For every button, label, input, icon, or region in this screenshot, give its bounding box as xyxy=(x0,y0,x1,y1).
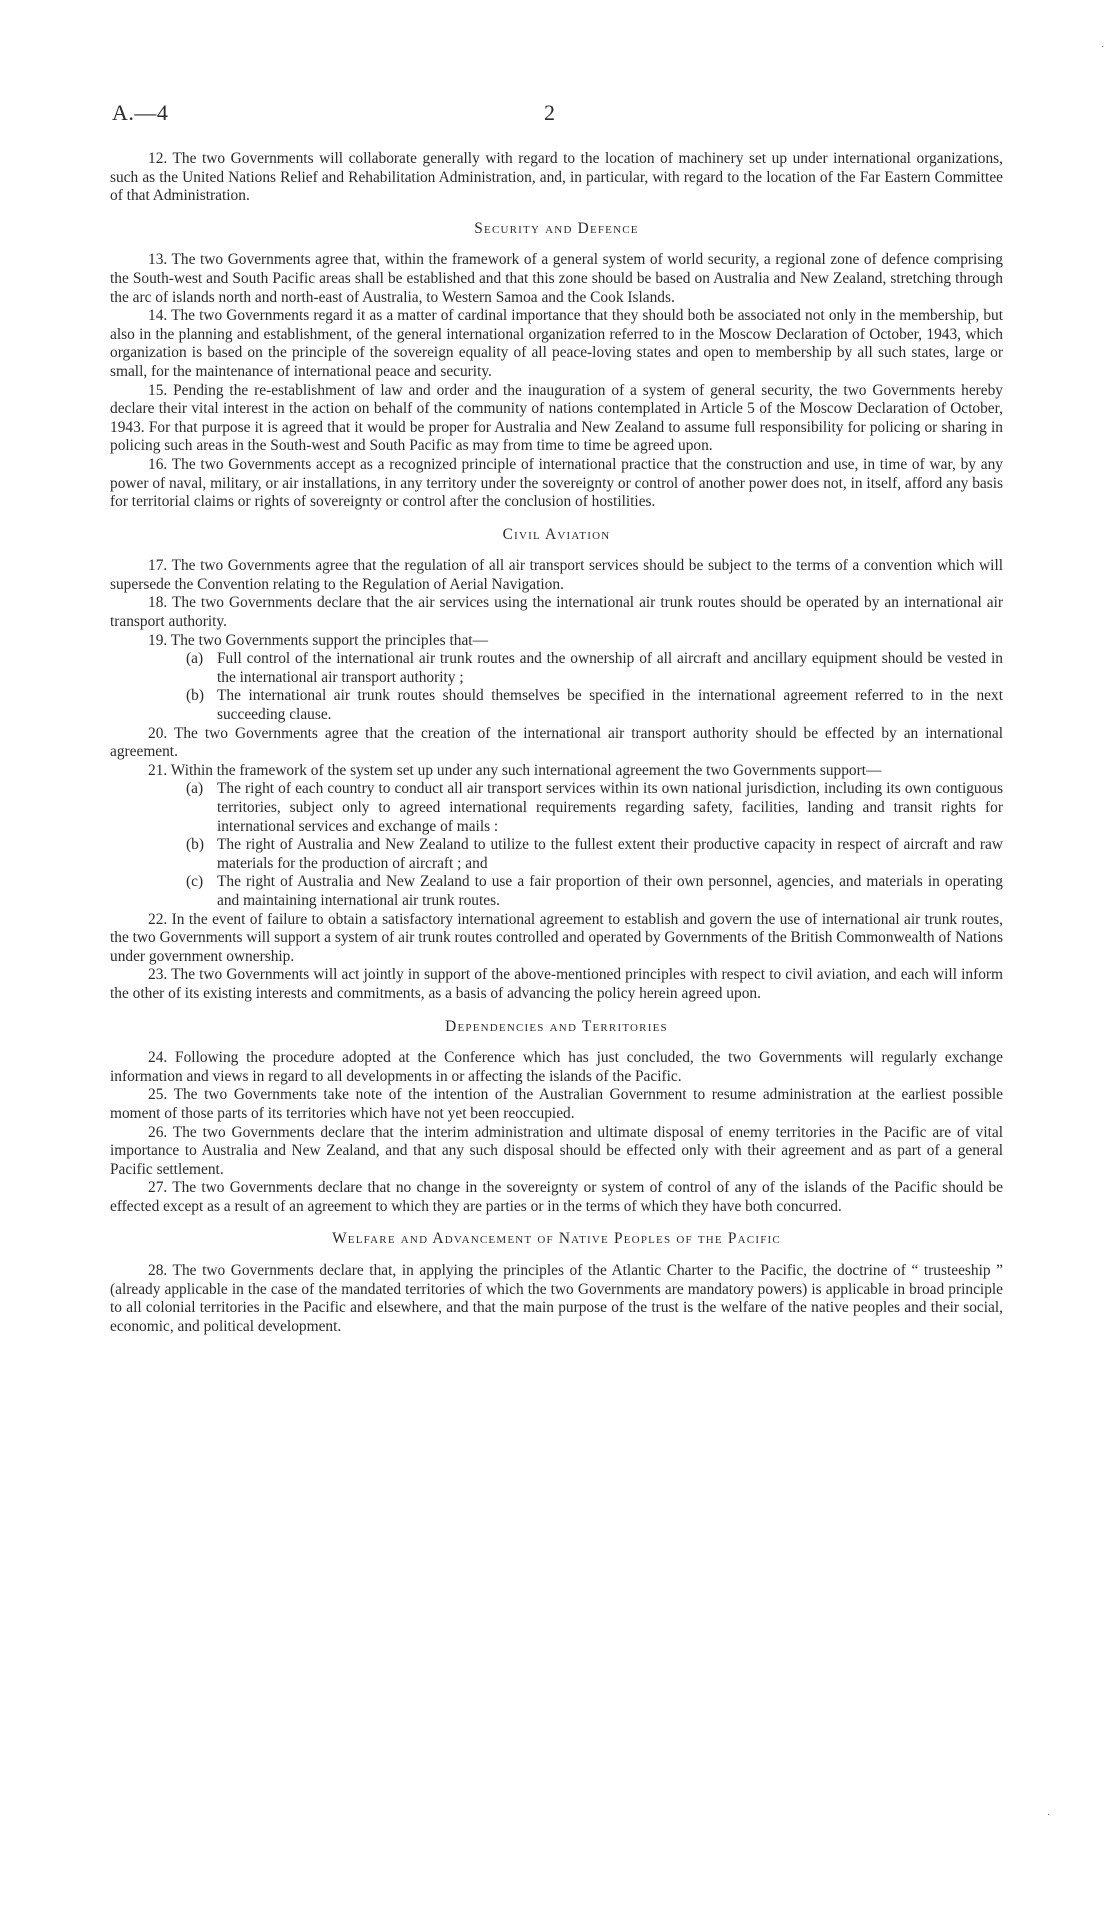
scan-mark: · xyxy=(1047,1810,1051,1821)
paragraph-12: 12. The two Governments will collaborate generally with regard to the location of machinery set up under international organizations, such as the United Nations Relief and Rehabilitation Administration, and, in particular, with regard to the location of the Far Eastern Committee of that Administration. xyxy=(110,150,1003,205)
clause-label: (b) xyxy=(186,687,204,705)
paragraph-20: 20. The two Governments agree that the creation of the international air transport authority should be effected by an international agreement. xyxy=(110,724,1003,761)
section-heading-dependencies: Dependencies and Territories xyxy=(445,1017,668,1035)
document-reference: A.—4 xyxy=(112,100,169,125)
clause-text: The international air trunk routes should themselves be specified in the international agreement referred to in the next succeeding clause. xyxy=(217,687,1003,724)
paragraph-23: 23. The two Governments will act jointly in support of the above-mentioned principles with respect to civil aviation, and each will inform the other of its existing interests and commitments, as a basis of advancing the policy herein agreed upon. xyxy=(110,966,1003,1002)
page-number: 2 xyxy=(544,100,555,125)
clause-21c xyxy=(186,873,1003,910)
clause-21a xyxy=(186,780,1003,836)
document-body xyxy=(110,150,1003,1336)
clause-label: (a) xyxy=(186,780,204,798)
clause-19a xyxy=(186,650,1003,687)
clause-label: (c) xyxy=(186,873,204,891)
paragraph-26: 26. The two Governments declare that the interim administration and ultimate disposal of enemy territories in the Pacific are of vital importance to Australia and New Zealand, and that any such disposal should be effected only with their agreement and as part of a general Pacific settlement. xyxy=(110,1123,1003,1178)
paragraph-22: 22. In the event of failure to obtain a satisfactory international agreement to establish and govern the use of international air trunk routes, the two Governments will support a system of air trunk routes controlled and operated by Governments of the British Commonwealth of Nations under government ownership. xyxy=(110,910,1003,965)
section-heading-welfare: Welfare and Advancement of Native Peoples of the Pacific xyxy=(332,1230,781,1248)
paragraph-13: 13. The two Governments agree that, within the framework of a general system of world security, a regional zone of defence comprising the South-west and South Pacific areas shall be established and that this zone should be based on Australia and New Zealand, stretching through the arc of islands north and north-east of Australia, to Western Samoa and the Cook Islands. xyxy=(110,251,1003,306)
paragraph-15: 15. Pending the re-establishment of law and order and the inauguration of a system of general security, the two Governments hereby declare their vital interest in the action on behalf of the community of nations contemplated in Article 5 of the Moscow Declaration of October, 1943. For that purpose it is agreed that it would be proper for Australia and New Zealand to assume full responsibility for policing or sharing in policing such areas in the South-west and South Pacific as may from time to time be agreed upon. xyxy=(110,381,1003,455)
section-heading-aviation: Civil Aviation xyxy=(502,525,611,543)
paragraph-24: 24. Following the procedure adopted at the Conference which has just concluded, the two Governments will regularly exchange information and views in regard to all developments in or affecting the islands of the Pacific. xyxy=(110,1049,1003,1085)
paragraph-14: 14. The two Governments regard it as a matter of cardinal importance that they should both be associated not only in the membership, but also in the planning and establishment, of the general international organization referred to in the Moscow Declaration of October, 1943, which organization is based on the principle of the sovereign equality of all peace-loving states and open to membership by all such states, large or small, for the maintenance of international peace and security. xyxy=(110,307,1003,380)
clause-text: The right of each country to conduct all air transport services within its own national jurisdiction, including its own contiguous territories, subject only to agreed international requirements regarding safety, facilities, landing and transit rights for international services and exchange of mails : xyxy=(217,780,1003,835)
clause-label: (b) xyxy=(186,836,204,854)
scan-mark: · xyxy=(1101,42,1105,53)
paragraph-19: 19. The two Governments support the principles that— xyxy=(148,631,488,649)
clause-21b xyxy=(186,836,1003,873)
clause-text: The right of Australia and New Zealand to use a fair proportion of their own personnel, agencies, and materials in operating and maintaining international air trunk routes. xyxy=(217,873,1003,909)
paragraph-16: 16. The two Governments accept as a recognized principle of international practice that the construction and use, in time of war, by any power of naval, military, or air installations, in any territory under the sovereignty or control of another power does not, in itself, afford any basis for territorial claims or rights of sovereignty or control after the conclusion of hostilities. xyxy=(110,455,1003,511)
clause-text: Full control of the international air trunk routes and the ownership of all aircraft and ancillary equipment should be vested in the international air transport authority ; xyxy=(217,650,1003,686)
clause-label: (a) xyxy=(186,650,204,668)
clause-text: The right of Australia and New Zealand to utilize to the fullest extent their productive capacity in respect of aircraft and raw materials for the production of aircraft ; and xyxy=(217,836,1003,872)
paragraph-21: 21. Within the framework of the system set up under any such international agreement the two Governments support— xyxy=(148,761,882,779)
paragraph-27: 27. The two Governments declare that no change in the sovereignty or system of control of any of the islands of the Pacific should be effected except as a result of an agreement to which they are parties or in the terms of which they have both concurred. xyxy=(110,1179,1003,1215)
section-heading-security: Security and Defence xyxy=(474,219,639,237)
clause-19b xyxy=(186,687,1003,724)
paragraph-25: 25. The two Governments take note of the intention of the Australian Government to resume administration at the earliest possible moment of those parts of its territories which have not yet been reoccupied. xyxy=(110,1086,1003,1122)
paragraph-28: 28. The two Governments declare that, in applying the principles of the Atlantic Charter to the Pacific, the doctrine of “ trusteeship ” (already applicable in the case of the mandated territories of which the two Governments are mandatory powers) is applicable in broad principle to all colonial territories in the Pacific and elsewhere, and that the main purpose of the trust is the welfare of the native peoples and their social, economic, and political development. xyxy=(110,1262,1003,1335)
paragraph-18: 18. The two Governments declare that the air services using the international air trunk routes should be operated by an international air transport authority. xyxy=(110,594,1003,631)
page-header xyxy=(112,100,1004,130)
paragraph-17: 17. The two Governments agree that the regulation of all air transport services should be subject to the terms of a convention which will supersede the Convention relating to the Regulation of Aerial Navigation. xyxy=(110,557,1003,593)
